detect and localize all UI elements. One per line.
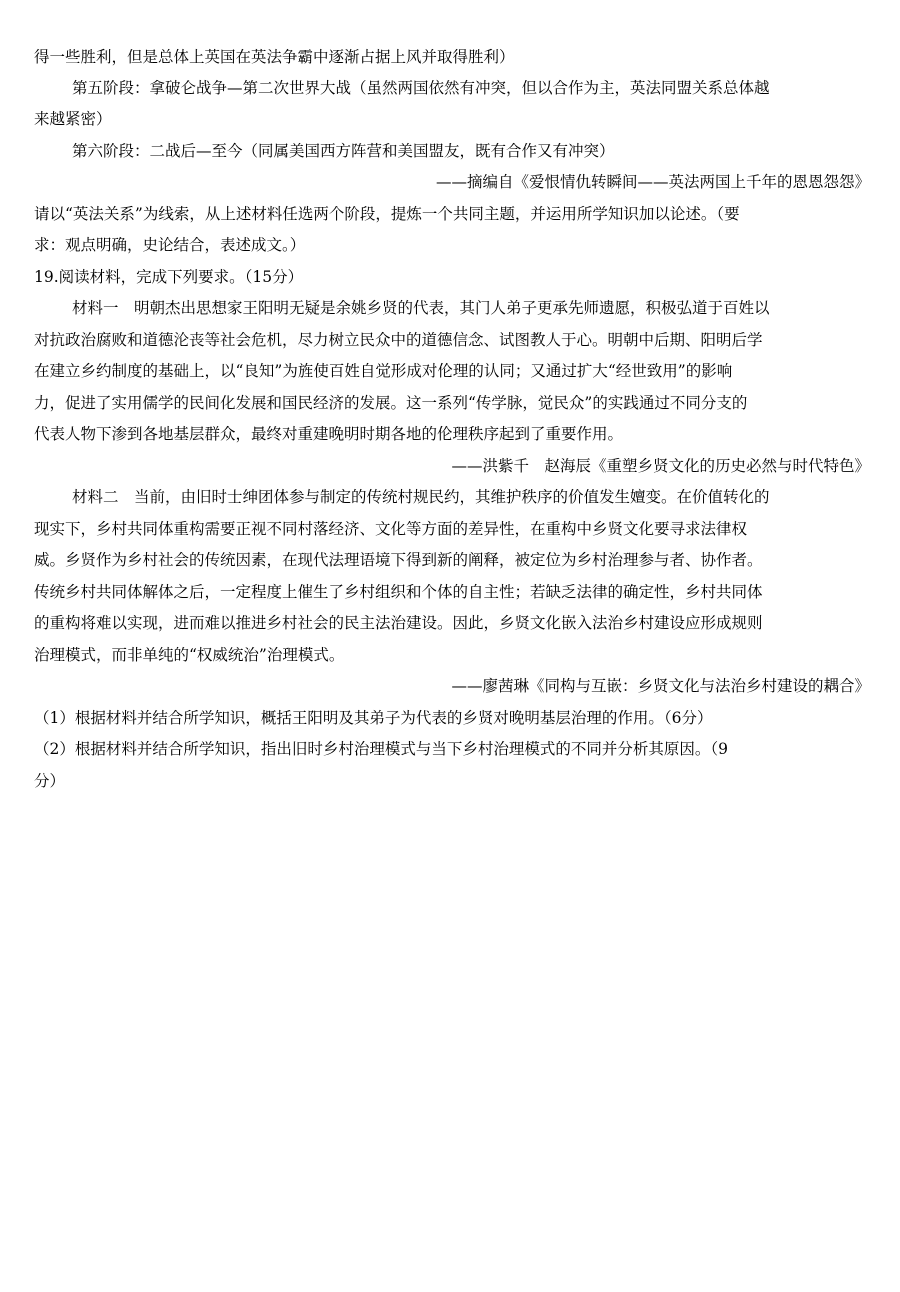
sub-question-2: （2）根据材料并结合所学知识，指出旧时乡村治理模式与当下乡村治理模式的不同并分析其原因。（9	[34, 740, 728, 758]
text-line: 对抗政治腐败和道德沦丧等社会危机，尽力树立民众中的道德信念、试图教人于心。明朝中后期、阳明后学	[34, 331, 763, 349]
text-line: 代表人物下渗到各地基层群众，最终对重建晚明时期各地的伦理秩序起到了重要作用。	[34, 425, 624, 443]
sub-question-1: （1）根据材料并结合所学知识，概括王阳明及其弟子为代表的乡贤对晚明基层治理的作用。（6分）	[34, 709, 713, 727]
question-prompt: 请以“英法关系”为线索，从上述材料任选两个阶段，提炼一个共同主题，并运用所学知识加以论述。（要	[34, 205, 740, 223]
material-two-text: 材料二 当前，由旧时士绅团体参与制定的传统村规民约，其维护秩序的价值发生嬗变。在价值转化的	[72, 488, 770, 506]
material-one-text: 材料一 明朝杰出思想家王阳明无疑是余姚乡贤的代表，其门人弟子更承先师遗愿，积极弘道于百姓以	[72, 299, 770, 317]
text-line: 威。乡贤作为乡村社会的传统因素，在现代法理语境下得到新的阐释，被定位为乡村治理参与者、协作者。	[34, 551, 763, 569]
source-citation: ——摘编自《爱恨情仇转瞬间——英法两国上千年的恩恩怨怨》	[435, 173, 870, 191]
text-line: 的重构将难以实现，进而难以推进乡村社会的民主法治建设。因此，乡贤文化嵌入法治乡村建设应形成规则	[34, 614, 763, 632]
stage-six-text: 第六阶段：二战后—至今（同属美国西方阵营和美国盟友，既有合作又有冲突）	[72, 142, 615, 160]
text-line: 来越紧密）	[34, 110, 112, 128]
text-line: 分）	[34, 772, 66, 790]
text-line: 在建立乡约制度的基础上，以“良知”为旌使百姓自觉形成对伦理的认同；又通过扩大“经世致用”的影响	[34, 362, 733, 380]
source-citation: ——洪紫千 赵海辰《重塑乡贤文化的历史必然与时代特色》	[451, 457, 870, 475]
question-19-heading: 19.阅读材料，完成下列要求。（15分）	[34, 268, 304, 286]
stage-five-text: 第五阶段：拿破仑战争—第二次世界大战（虽然两国依然有冲突，但以合作为主，英法同盟关系总体越	[72, 79, 770, 97]
text-line: 得一些胜利，但是总体上英国在英法争霸中逐渐占据上风并取得胜利）	[34, 48, 515, 66]
source-citation: ——廖茜琳《同构与互嵌：乡贤文化与法治乡村建设的耦合》	[451, 677, 870, 695]
text-line: 传统乡村共同体解体之后，一定程度上催生了乡村组织和个体的自主性；若缺乏法律的确定性，乡村共同体	[34, 583, 763, 601]
text-line: 治理模式，而非单纯的“权威统治”治理模式。	[34, 646, 345, 664]
text-line: 现实下，乡村共同体重构需要正视不同村落经济、文化等方面的差异性，在重构中乡贤文化要寻求法律权	[34, 520, 748, 538]
text-line: 力，促进了实用儒学的民间化发展和国民经济的发展。这一系列“传学脉，觉民众”的实践通过不同分支的	[34, 394, 748, 412]
text-line: 求：观点明确，史论结合，表述成文。）	[34, 236, 306, 254]
